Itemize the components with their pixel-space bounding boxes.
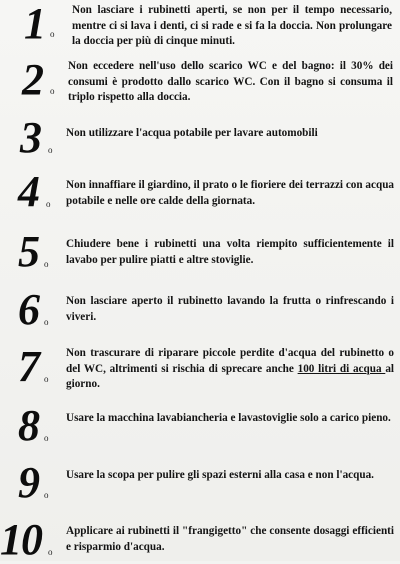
item-number: 3 [20, 113, 41, 162]
degree-mark: o [50, 86, 55, 96]
degree-mark: o [50, 29, 55, 39]
item-number: 6 [18, 285, 39, 334]
item-number: 10 [0, 515, 42, 564]
item-number: 4 [18, 167, 39, 216]
item-number: 5 [18, 227, 39, 276]
degree-mark: o [44, 317, 49, 327]
item-text: Non innaffiare il giardino, il prato o le fioriere dei terrazzi con acqua potabile e nelle ore calde della giornata. [66, 179, 395, 207]
degree-mark: o [44, 490, 49, 500]
degree-mark: o [46, 199, 51, 209]
item-text: Applicare ai rubinetti il "frangigetto" che consente dosaggi efficienti e risparmio d'acqua. [66, 525, 394, 553]
degree-mark: o [48, 547, 53, 557]
item-text: Non lasciare i rubinetti aperti, se non per il tempo necessario, mentre ci si lava i denti, ci si rade e si fa la doccia. Non prolungare la doccia per più di cinque minuti. [72, 4, 392, 48]
item-text-start: Non trascurare di riparare piccole perdite d'acqua del rubinetto o del WC, altrimenti si rischia di sprecare anche [66, 347, 394, 375]
degree-mark: o [44, 259, 49, 269]
item-text [66, 346, 394, 393]
item-text: Usare la macchina lavabiancheria e lavastoviglie solo a carico pieno. [66, 412, 391, 424]
item-number: 1 [24, 0, 45, 48]
item-number: 7 [18, 342, 39, 391]
item-text: Non lasciare aperto il rubinetto lavando la frutta o rinfrescando i viveri. [66, 295, 394, 323]
underlined-amount: 100 litri di acqua [297, 362, 386, 375]
item-text: Usare la scopa per pulire gli spazi esterni alla casa e non l'acqua. [66, 469, 374, 481]
degree-mark: o [44, 433, 49, 443]
item-number: 9 [18, 458, 39, 507]
item-text: Non eccedere nell'uso dello scarico WC e del bagno: il 30% dei consumi è prodotto dallo scarico WC. Con il bagno si consuma il triplo rispetto alla doccia. [68, 60, 393, 104]
degree-mark: o [48, 145, 53, 155]
item-text: Non utilizzare l'acqua potabile per lavare automobili [66, 127, 318, 139]
degree-mark: o [44, 374, 49, 384]
item-number: 2 [22, 55, 43, 104]
item-text: Chiudere bene i rubinetti una volta riempito sufficientemente il lavabo per pulire piatti e altre stoviglie. [66, 238, 394, 266]
item-text-end: al giorno. [66, 362, 395, 391]
item-number: 8 [18, 401, 39, 450]
